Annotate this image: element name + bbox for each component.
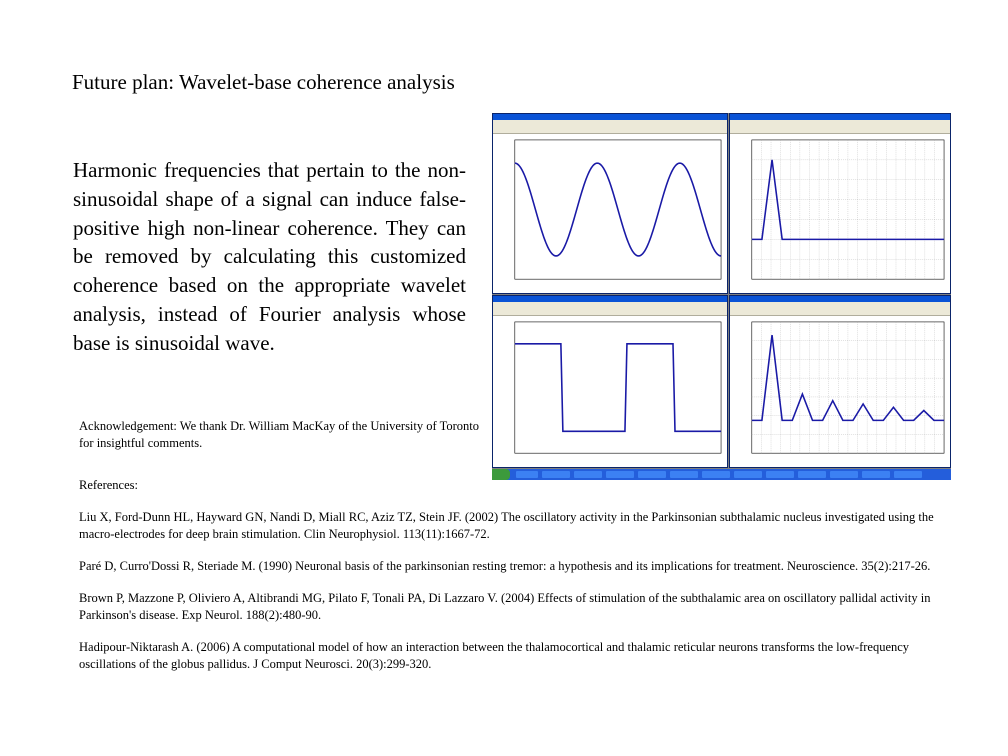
taskbar-button[interactable] bbox=[606, 471, 634, 478]
taskbar-button[interactable] bbox=[734, 471, 762, 478]
taskbar-button[interactable] bbox=[542, 471, 570, 478]
taskbar-button[interactable] bbox=[894, 471, 922, 478]
sine-plot bbox=[493, 134, 727, 293]
taskbar-button[interactable] bbox=[798, 471, 826, 478]
taskbar-button[interactable] bbox=[862, 471, 890, 478]
taskbar-button[interactable] bbox=[766, 471, 794, 478]
taskbar-button[interactable] bbox=[830, 471, 858, 478]
references-heading: References: bbox=[79, 478, 138, 492]
reference-item: Paré D, Curro'Dossi R, Steriade M. (1990) Neuronal basis of the parkinsonian resting tremor: a hypothesis and its implications for treatment. Neuroscience. 35(2):217-26. bbox=[79, 559, 931, 573]
square-wave-plot bbox=[493, 316, 727, 467]
taskbar bbox=[492, 469, 951, 480]
axes-box bbox=[515, 322, 721, 453]
reference-item: Brown P, Mazzone P, Oliviero A, Altibrandi MG, Pilato F, Tonali PA, Di Lazzaro V. (2004) Effects of stimulation of the subthalamic area on oscillatory pallidal activity in Parkinson's disease. Exp Neurol. 188(2):480-90. bbox=[79, 591, 931, 622]
body-paragraph: Harmonic frequencies that pertain to the non-sinusoidal shape of a signal can induce false-positive high non-linear coherence. They can be removed by calculating this customized coherence based on the appropriate wavelet analysis, instead of Fourier analysis whose base is sinusoidal wave. bbox=[73, 158, 466, 355]
toolbar bbox=[493, 307, 727, 316]
reference-item: Hadipour-Niktarash A. (2006) A computational model of how an interaction between the thalamocortical and thalamic reticular neurons transforms the low-frequency oscillations of the globus pallidus. J Comput Neurosci. 20(3):299-320. bbox=[79, 640, 910, 671]
toolbar bbox=[493, 125, 727, 134]
references bbox=[79, 477, 969, 688]
taskbar-button[interactable] bbox=[516, 471, 538, 478]
spectrum-plot-1 bbox=[730, 134, 950, 293]
slide-title: Future plan: Wavelet-base coherence analysis bbox=[72, 70, 455, 94]
toolbar bbox=[730, 125, 950, 134]
figure-window-spectrum1 bbox=[729, 113, 951, 294]
start-button[interactable] bbox=[492, 469, 510, 480]
taskbar-button[interactable] bbox=[702, 471, 730, 478]
figure-window-spectrum2 bbox=[729, 295, 951, 468]
figure-window-square bbox=[492, 295, 728, 468]
figure-window-sine bbox=[492, 113, 728, 294]
taskbar-button[interactable] bbox=[574, 471, 602, 478]
spectrum-plot-2 bbox=[730, 316, 950, 467]
reference-item: Liu X, Ford-Dunn HL, Hayward GN, Nandi D, Miall RC, Aziz TZ, Stein JF. (2002) The oscillatory activity in the Parkinsonian subthalamic nucleus investigated using the macro-electrodes for deep brain stimulation. Clin Neurophysiol. 113(11):1667-72. bbox=[79, 510, 934, 541]
toolbar bbox=[730, 307, 950, 316]
taskbar-button[interactable] bbox=[638, 471, 666, 478]
matlab-screenshot bbox=[492, 113, 951, 480]
acknowledgement: Acknowledgement: We thank Dr. William MacKay of the University of Toronto for insightful comments. bbox=[79, 419, 479, 450]
taskbar-button[interactable] bbox=[670, 471, 698, 478]
